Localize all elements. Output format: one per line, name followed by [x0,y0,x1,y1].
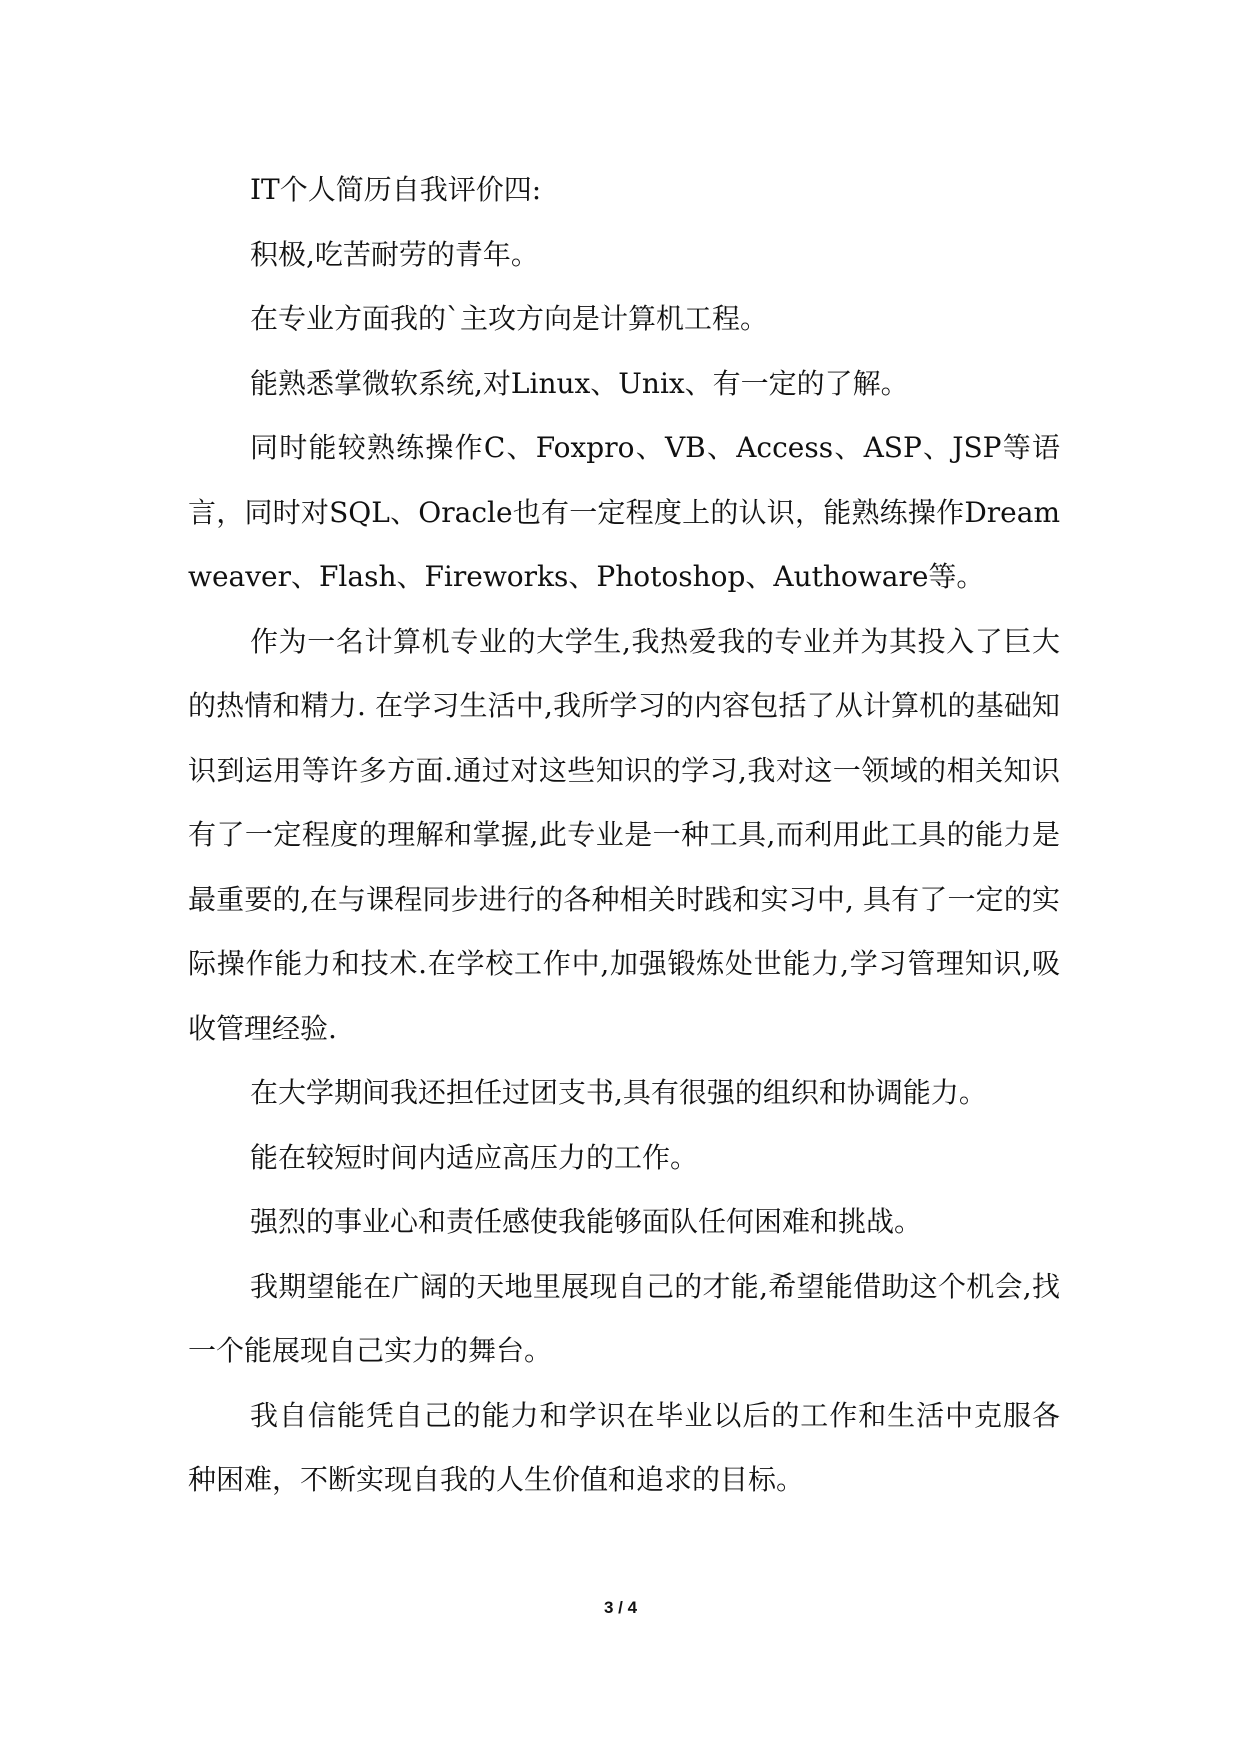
paragraph-heading: IT个人简历自我评价四: [250,173,542,206]
paragraph: 在大学期间我还担任过团支书,具有很强的组织和协调能力。 [250,1076,987,1109]
paragraph: 积极,吃苦耐劳的青年。 [250,237,539,271]
page-number: 3 / 4 [603,1598,638,1617]
paragraph: 同时能较熟练操作C、Foxpro、VB、Access、ASP、JSP等语言，同时对SQL、Oracle也有一定程度上的认识，能熟练操作Dreamweaver、Flash、Fireworks、Photoshop、Authoware等。 [188,431,1060,593]
paragraph: 能熟悉掌微软系统,对Linux、Unix、有一定的了解。 [250,366,909,400]
paragraph: 作为一名计算机专业的大学生,我热爱我的专业并为其投入了巨大的热情和精力. 在学习生活中,我所学习的内容包括了从计算机的基础知识到运用等许多方面.通过对这些知识的学习,我对这一领域的相关知识有了一定程度的理解和掌握,此专业是一种工具,而利用此工具的能力是最重要的,在与课程同步进行的各种相关时践和实习中, 具有了一定的实际操作能力和技术.在学校工作中,加强锻炼处世能力,学习管理知识,吸收管理经验. [188,624,1060,1045]
paragraph: 我自信能凭自己的能力和学识在毕业以后的工作和生活中克服各种困难，不断实现自我的人生价值和追求的目标。 [188,1398,1060,1496]
paragraph: 我期望能在广阔的天地里展现自己的才能,希望能借助这个机会,找一个能展现自己实力的舞台。 [188,1269,1060,1367]
paragraph: 强烈的事业心和责任感使我能够面队任何困难和挑战。 [250,1205,923,1238]
paragraph: 能在较短时间内适应高压力的工作。 [250,1140,699,1174]
document-body [188,158,1060,1513]
paragraph: 在专业方面我的`主攻方向是计算机工程。 [250,302,769,335]
